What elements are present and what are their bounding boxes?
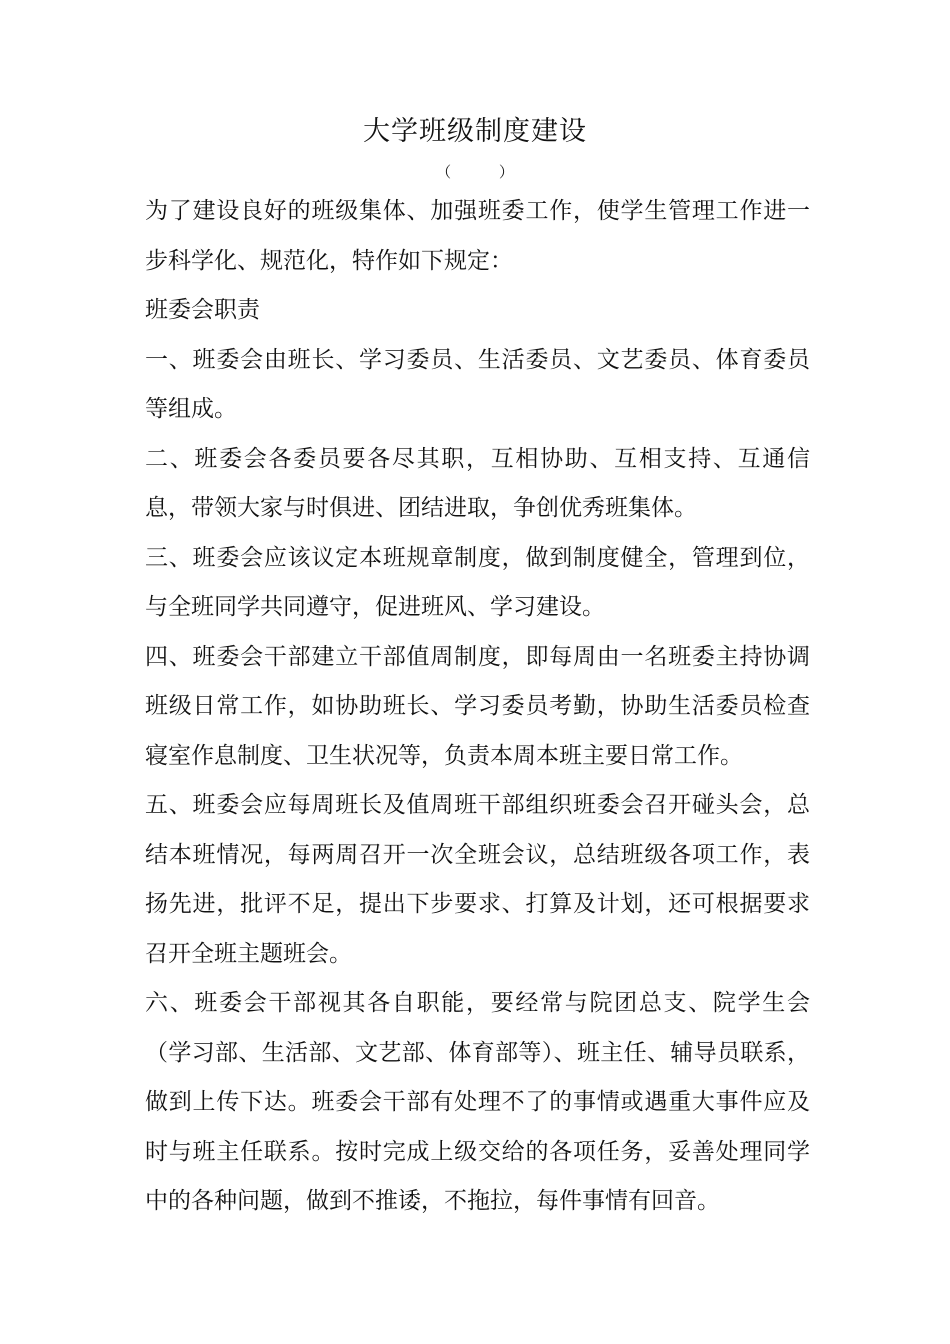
section-heading: 班委会职责 (145, 297, 260, 323)
rule-paragraph-1: 一、班委会由班长、学习委员、生活委员、文艺委员、体育委员等组成。 (145, 346, 810, 422)
rule-paragraph-6: 六、班委会干部视其各自职能，要经常与院团总支、院学生会（学习部、生活部、文艺部、体育部等）、班主任、辅导员联系，做到上传下达。班委会干部有处理不了的事情或遇重大事件应及时与班主任联系。按时完成上级交给的各项任务，妥善处理同学中的各种问题，做到不推诿，不拖拉，每件事情有回音。 (145, 990, 810, 1214)
document-subtitle: （ ） (436, 163, 514, 181)
intro-paragraph: 为了建设良好的班级集体、加强班委工作，使学生管理工作进一步科学化、规范化，特作如下规定： (145, 198, 810, 274)
rule-paragraph-5: 五、班委会应每周班长及值周班干部组织班委会召开碰头会，总结本班情况，每两周召开一次全班会议，总结班级各项工作，表扬先进，批评不足，提出下步要求、打算及计划，还可根据要求召开全班主题班会。 (145, 792, 810, 967)
rule-paragraph-3: 三、班委会应该议定本班规章制度，做到制度健全，管理到位，与全班同学共同遵守，促进班风、学习建设。 (145, 544, 810, 620)
rule-paragraph-4: 四、班委会干部建立干部值周制度，即每周由一名班委主持协调班级日常工作，如协助班长、学习委员考勤，协助生活委员检查寝室作息制度、卫生状况等，负责本周本班主要日常工作。 (145, 643, 810, 769)
document-title: 大学班级制度建设 (363, 116, 587, 147)
document-body (145, 187, 810, 1227)
rule-paragraph-2: 二、班委会各委员要各尽其职，互相协助、互相支持、互通信息，带领大家与时俱进、团结进取，争创优秀班集体。 (145, 445, 810, 521)
